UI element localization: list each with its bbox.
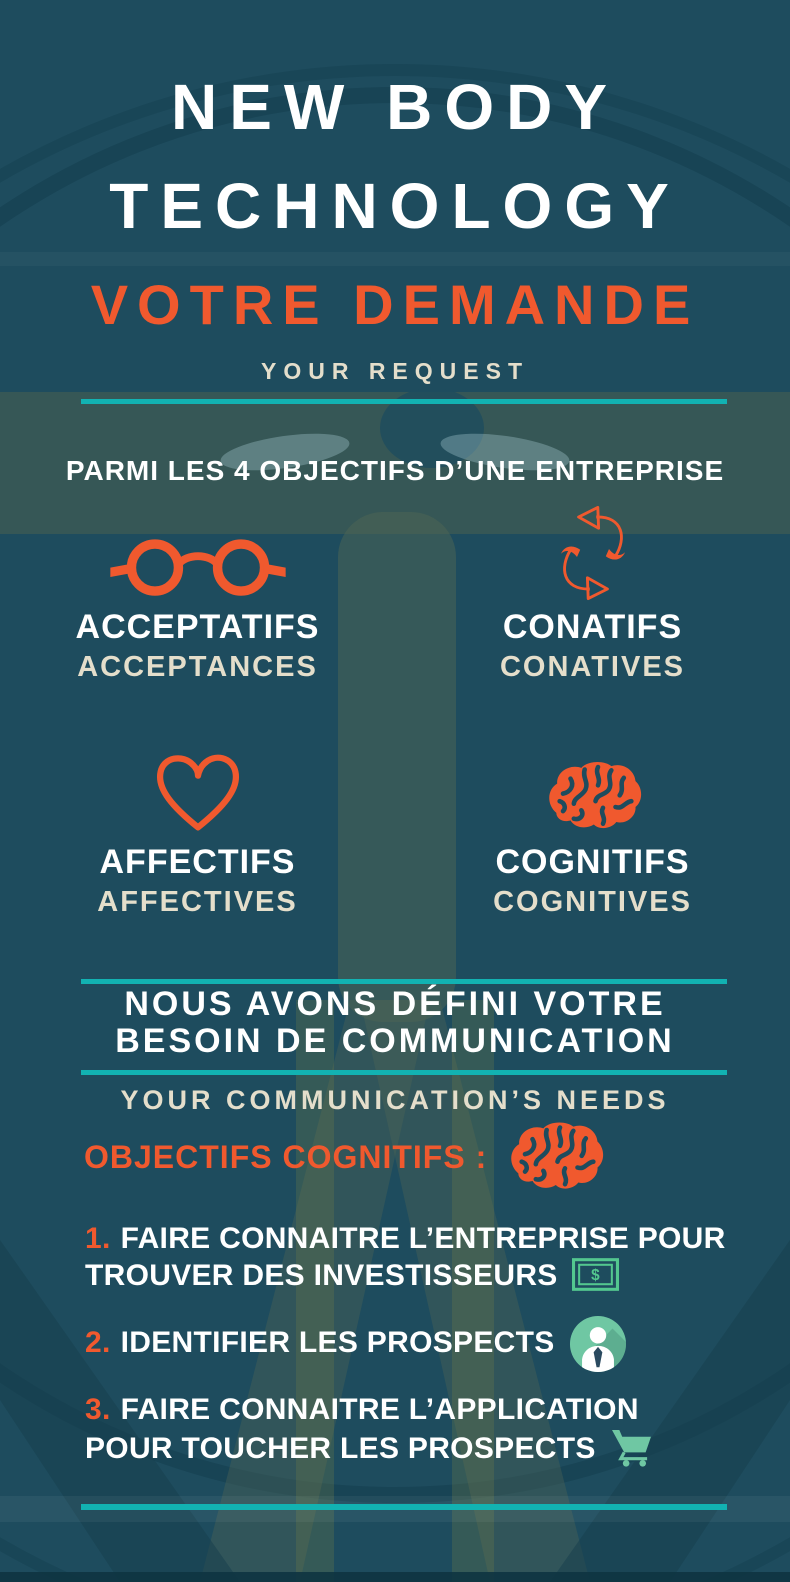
list-item-3 [85,1391,740,1467]
item-text: POUR TOUCHER LES PROSPECTS [85,1432,596,1465]
item-number: 2. [85,1325,111,1359]
title-line-1: NEW BODY [171,71,619,143]
divider-line [81,1070,727,1075]
objective-acceptatifs [0,505,395,684]
shopping-cart-icon [610,1428,653,1467]
objective-title: CONATIFS [502,608,683,646]
item-number: 3. [85,1393,111,1426]
item-text: TROUVER DES INVESTISSEURS [85,1259,558,1292]
brain-icon-box [543,740,643,836]
cycle-arrows-icon [551,505,635,601]
cognitive-objectives-label: OBJECTIFS COGNITIFS : [84,1139,488,1175]
businessman-icon [569,1315,627,1373]
objective-subtitle: AFFECTIVES [97,886,298,918]
objectives-heading: PARMI LES 4 OBJECTIFS D’UNE ENTREPRISE [65,455,725,486]
objective-cognitifs [395,740,790,919]
list-item-2 [85,1315,740,1373]
objective-conatifs [395,505,790,684]
heart-icon-box [146,740,250,836]
objectives-row-2 [0,740,790,919]
svg-text:$: $ [590,1267,600,1285]
needs-heading-line-2: BESOIN DE COMMUNICATION [115,1022,675,1060]
cognitive-objectives-row [84,1120,605,1195]
page-title [0,58,790,256]
needs-heading-line-1: NOUS AVONS DÉFINI VOTRE [124,985,666,1023]
title-line-2: TECHNOLOGY [109,170,681,242]
brain-icon [543,758,643,836]
divider-line [81,979,727,984]
divider-line [81,1504,727,1510]
objective-title: ACCEPTATIFS [75,608,320,646]
glasses-icon-box [108,505,288,601]
subtitle-english: YOUR REQUEST [260,358,530,384]
objective-title: AFFECTIFS [99,843,296,881]
item-text: FAIRE CONNAITRE L’APPLICATION [120,1393,639,1426]
item-text: IDENTIFIER LES PROSPECTS [120,1325,555,1359]
objective-subtitle: COGNITIVES [493,886,692,918]
glasses-icon [108,531,288,601]
objectives-row-1 [0,505,790,684]
item-number: 1. [85,1222,111,1255]
cycle-arrows-icon-box [551,505,635,601]
divider-line [81,399,727,404]
brain-icon [505,1120,605,1195]
needs-subtitle-english: YOUR COMMUNICATION’S NEEDS [120,1085,670,1115]
cognitive-objectives-list [85,1220,740,1488]
item-text: FAIRE CONNAITRE L’ENTREPRISE POUR [120,1222,726,1255]
list-item-1 [85,1220,740,1294]
objective-affectifs [0,740,395,919]
needs-heading [0,986,790,1060]
objective-subtitle: ACCEPTANCES [77,651,318,683]
dollar-bill-icon [572,1258,619,1291]
subtitle-french: VOTRE DEMANDE [90,273,700,336]
heart-icon [146,744,250,836]
objective-subtitle: CONATIVES [499,651,686,683]
objective-title: COGNITIFS [495,843,690,881]
